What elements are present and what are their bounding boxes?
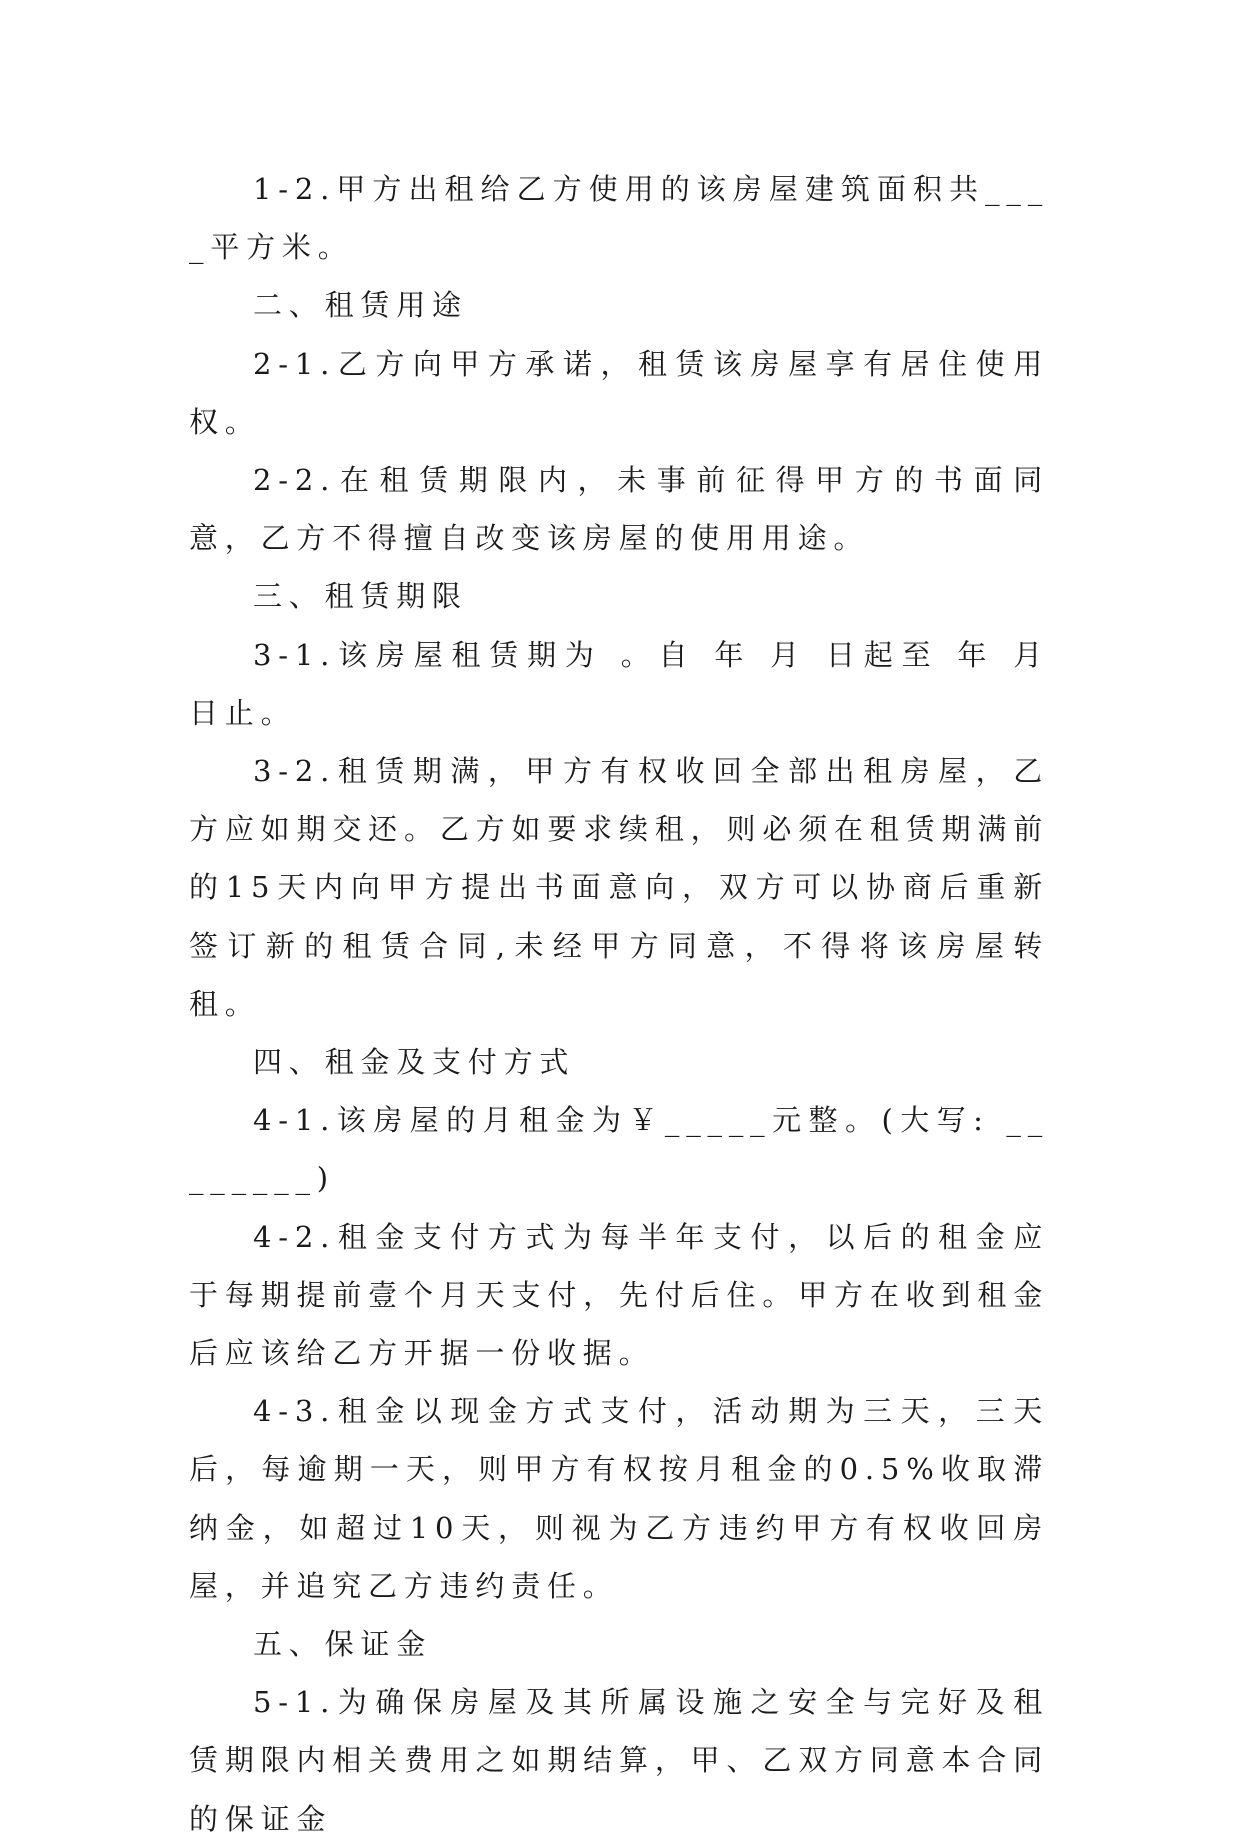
clause-2-2: 2-2.在租赁期限内，未事前征得甲方的书面同意，乙方不得擅自改变该房屋的使用用途。 bbox=[189, 463, 1049, 556]
clause-2-1: 2-1.乙方向甲方承诺，租赁该房屋享有居住使用权。 bbox=[189, 346, 1049, 439]
section-heading-deposit: 五、保证金 bbox=[253, 1627, 433, 1662]
clause-3-1: 3-1.该房屋租赁期为 。自 年 月 日起至 年 月 日止。 bbox=[189, 637, 1049, 730]
document-page bbox=[189, 160, 1049, 1848]
clause-1-2: 1-2.甲方出租给乙方使用的该房屋建筑面积共____平方米。 bbox=[189, 172, 1049, 265]
clause-4-1: 4-1.该房屋的月租金为￥_____元整。(大写: ________) bbox=[189, 1103, 1049, 1196]
section-heading-purpose: 二、租赁用途 bbox=[253, 288, 468, 323]
clause-4-2: 4-2.租金支付方式为每半年支付，以后的租金应于每期提前壹个月天支付，先付后住。甲方在收到租金后应该给乙方开据一份收据。 bbox=[189, 1219, 1049, 1371]
section-heading-rent: 四、租金及支付方式 bbox=[253, 1045, 576, 1080]
clause-3-2: 3-2.租赁期满，甲方有权收回全部出租房屋，乙方应如期交还。乙方如要求续租，则必须在租赁期满前的15天内向甲方提出书面意向，双方可以协商后重新签订新的租赁合同,未经甲方同意，不得将该房屋转租。 bbox=[189, 754, 1049, 1021]
clause-4-3: 4-3.租金以现金方式支付，活动期为三天，三天后，每逾期一天，则甲方有权按月租金的0.5%收取滞纳金，如超过10天，则视为乙方违约甲方有权收回房屋，并追究乙方违约责任。 bbox=[189, 1394, 1049, 1603]
section-heading-term: 三、租赁期限 bbox=[253, 579, 468, 614]
clause-5-1: 5-1.为确保房屋及其所属设施之安全与完好及租赁期限内相关费用之如期结算，甲、乙双方同意本合同的保证金 bbox=[189, 1685, 1049, 1836]
